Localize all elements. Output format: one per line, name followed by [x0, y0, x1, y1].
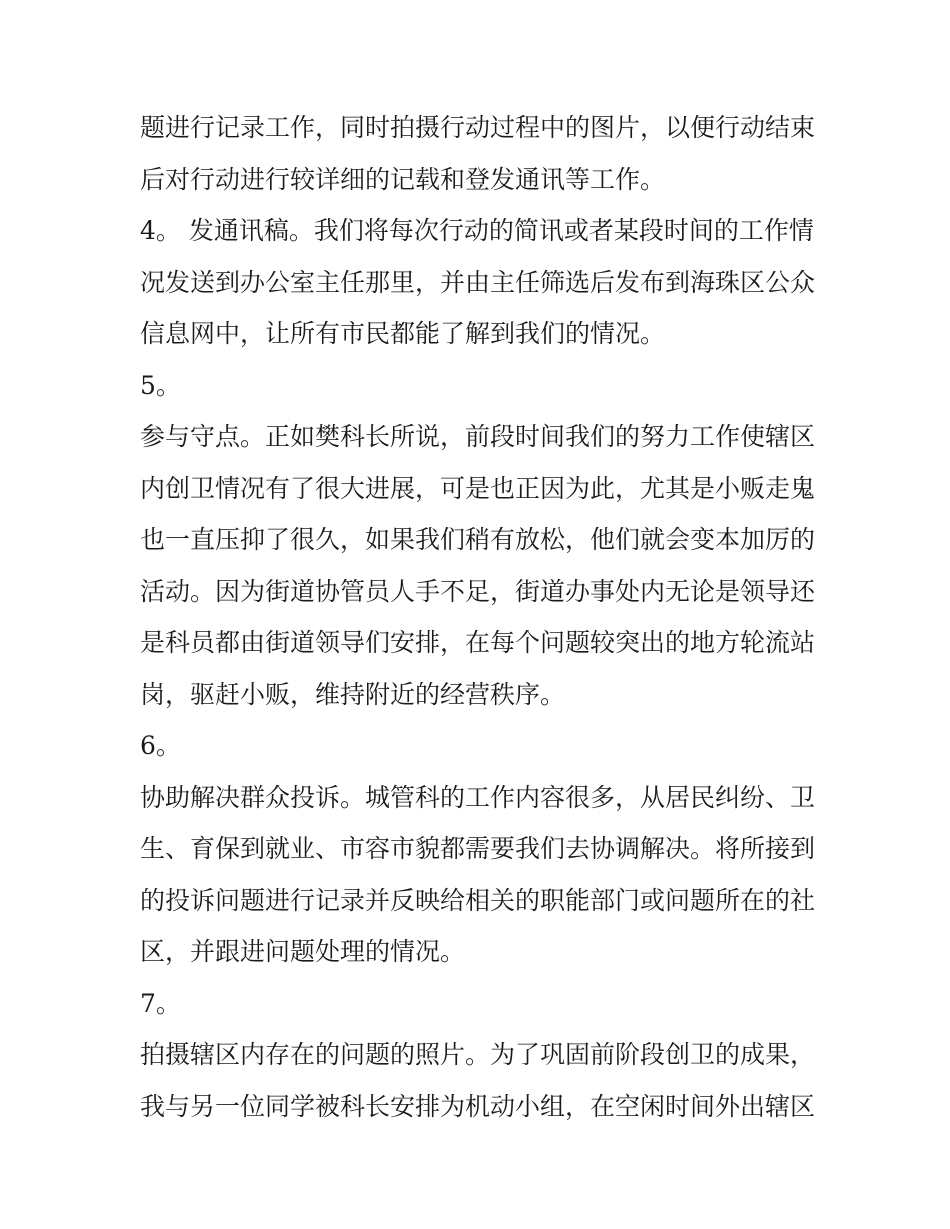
- text-line: 内创卫情况有了很大进展，可是也正因为此，尤其是小贩走鬼: [140, 473, 816, 503]
- text-line: 7。: [140, 988, 181, 1018]
- document-body: [140, 102, 820, 1132]
- text-line: 6。: [140, 731, 181, 760]
- text-line: 区，并跟进问题处理的情况。: [140, 937, 466, 966]
- text-line: 信息网中，让所有市民都能了解到我们的情况。: [140, 319, 666, 348]
- text-line: 4。 发通讯稿。我们将每次行动的简讯或者某段时间的工作情: [140, 216, 814, 245]
- text-line: 拍摄辖区内存在的问题的照片。为了巩固前阶段创卫的成果，: [140, 1040, 816, 1069]
- text-line: 岗，驱赶小贩，维持附近的经营秩序。: [140, 679, 566, 709]
- text-line: 况发送到办公室主任那里，并由主任筛选后发布到海珠区公众: [140, 267, 816, 297]
- text-line: 也一直压抑了很久，如果我们稍有放松，他们就会变本加厉的: [140, 525, 816, 554]
- text-line: 题进行记录工作，同时拍摄行动过程中的图片，以便行动结束: [140, 113, 816, 142]
- text-line: 5。: [140, 370, 181, 400]
- text-line: 生、育保到就业、市容市貌都需要我们去协调解决。将所接到: [140, 834, 816, 863]
- text-line: 我与另一位同学被科长安排为机动小组，在空闲时间外出辖区: [140, 1091, 816, 1121]
- text-line: 的投诉问题进行记录并反映给相关的职能部门或问题所在的社: [140, 885, 816, 915]
- text-line: 活动。因为街道协管员人手不足，街道办事处内无论是领导还: [140, 576, 816, 606]
- text-line: 参与守点。正如樊科长所说，前段时间我们的努力工作使辖区: [140, 422, 816, 451]
- text-line: 后对行动进行较详细的记载和登发通讯等工作。: [140, 164, 666, 194]
- text-line: 协助解决群众投诉。城管科的工作内容很多，从居民纠纷、卫: [140, 782, 816, 812]
- text-line: 是科员都由街道领导们安排，在每个问题较突出的地方轮流站: [140, 628, 816, 657]
